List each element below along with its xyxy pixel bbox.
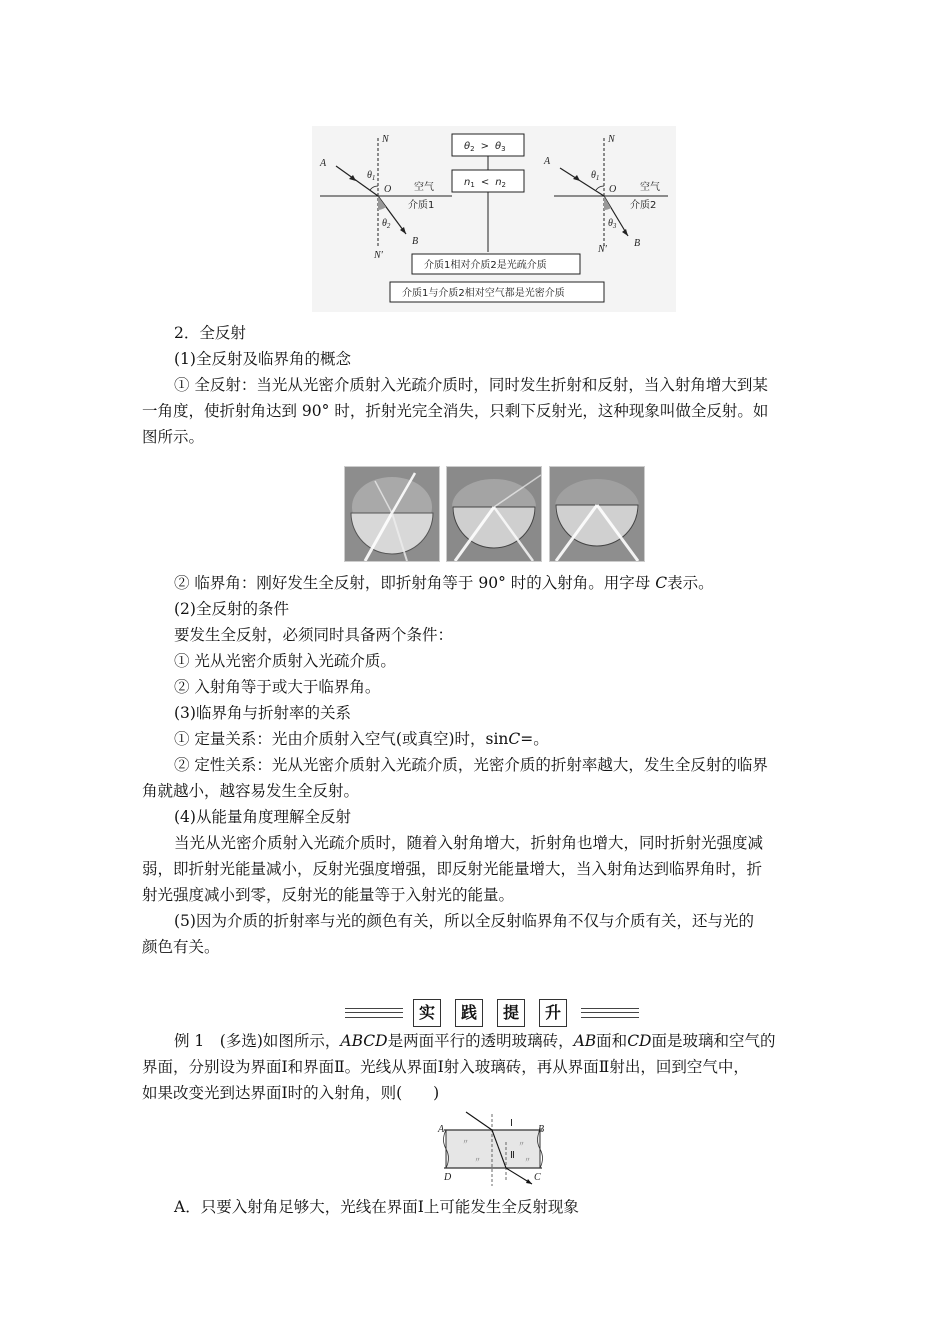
glass-slab-diagram (434, 1110, 552, 1188)
paragraph-line: ② 定性关系：光从光密介质射入光疏介质，光密介质的折射率越大，发生全反射的临界 (174, 756, 768, 774)
medium2-label: 介质2 (630, 200, 657, 211)
air-label: 空气 (414, 182, 434, 193)
paragraph-line: ① 定量关系：光由介质射入空气(或真空)时，sinC=。 (174, 730, 549, 748)
paragraph-line: 角就越小，越容易发生全反射。 (142, 782, 360, 800)
refraction-diagram (312, 126, 676, 312)
point-a-label: A (544, 156, 551, 167)
point-a-label: A (320, 158, 327, 169)
subsection-title: (2)全反射的条件 (174, 600, 289, 618)
paragraph-line: 图所示。 (142, 428, 205, 446)
vertex-c-label: C (534, 1172, 541, 1183)
normal-nprime-label: N′ (598, 244, 607, 255)
paragraph-line: ① 全反射：当光从光密介质射入光疏介质时，同时发生折射和反射，当入射角增大到某 (174, 376, 768, 394)
theta2-label: $\theta_2$ (382, 218, 391, 230)
point-b-label: B (412, 236, 419, 247)
banner-char: 提 (497, 999, 525, 1027)
theta3-label: $\theta_3$ (608, 218, 617, 230)
banner-decoration (581, 1008, 639, 1018)
example-line: 例 1 (多选)如图所示，ABCD是两面平行的透明玻璃砖，AB面和CD面是玻璃和空气的 (174, 1032, 776, 1050)
paragraph-line: 颜色有关。 (142, 938, 220, 956)
air-label: 空气 (640, 182, 660, 193)
option-a: A．只要入射角足够大，光线在界面Ⅰ上可能发生全反射现象 (174, 1198, 579, 1216)
paragraph-line: 要发生全反射，必须同时具备两个条件： (174, 626, 454, 644)
paragraph-line: (5)因为介质的折射率与光的颜色有关，所以全反射临界角不仅与介质有关，还与光的 (174, 912, 754, 930)
paragraph-line: ① 光从光密介质射入光疏介质。 (174, 652, 396, 670)
theta1-label: $\theta_1$ (367, 170, 376, 182)
banner-char: 践 (455, 999, 483, 1027)
svg-text:〃: 〃 (462, 1138, 469, 1146)
medium1-label: 介质1 (408, 200, 435, 211)
paragraph-line: 当光从光密介质射入光疏介质时，随着入射角增大，折射角也增大，同时折射光强度减 (174, 834, 764, 852)
normal-n-label: N (608, 134, 615, 145)
both-dense-box: 介质1与介质2相对空气都是光密介质 (402, 288, 565, 299)
angle-compare-box: $\theta_2 > \theta_3$ (464, 141, 506, 153)
vertex-d-label: D (444, 1172, 452, 1183)
example-line: 如果改变光到达界面Ⅰ时的入射角，则( ) (142, 1084, 440, 1102)
point-o-label: O (609, 184, 617, 195)
relative-medium-box: 介质1相对介质2是光疏介质 (424, 260, 547, 271)
banner-char: 实 (413, 999, 441, 1027)
paragraph-line: 射光强度减小到零，反射光的能量等于入射光的能量。 (142, 886, 515, 904)
index-compare-box: $n_1 < n_2$ (464, 177, 507, 189)
practice-banner (345, 999, 641, 1027)
total-reflection-photo (446, 466, 542, 562)
interface-i-label: Ⅰ (510, 1118, 513, 1129)
svg-text:〃: 〃 (524, 1156, 531, 1164)
banner-decoration (345, 1008, 403, 1018)
example-line: 界面，分别设为界面Ⅰ和界面Ⅱ。光线从界面Ⅰ射入玻璃砖，再从界面Ⅱ射出，回到空气中， (142, 1058, 749, 1076)
vertex-a-label: A (438, 1124, 445, 1135)
svg-text:〃: 〃 (474, 1156, 481, 1164)
normal-n-label: N (382, 134, 389, 145)
paragraph-line: ② 临界角：刚好发生全反射，即折射角等于 90° 时的入射角。用字母 C表示。 (174, 574, 714, 592)
paragraph-line: 弱，即折射光能量减小，反射光强度增强，即反射光能量增大，当入射角达到临界角时，折 (142, 860, 763, 878)
total-reflection-photo (344, 466, 440, 562)
total-reflection-photo (549, 466, 645, 562)
section-title: 2．全反射 (174, 324, 246, 342)
subsection-title: (4)从能量角度理解全反射 (174, 808, 351, 826)
interface-ii-label: Ⅱ (510, 1150, 515, 1161)
point-b-label: B (634, 238, 641, 249)
svg-text:〃: 〃 (518, 1140, 525, 1148)
banner-char: 升 (539, 999, 567, 1027)
vertex-b-label: B (538, 1124, 545, 1135)
point-o-label: O (384, 184, 392, 195)
theta1-label: $\theta_1$ (591, 170, 600, 182)
paragraph-line: 一角度，使折射角达到 90° 时，折射光完全消失，只剩下反射光，这种现象叫做全反射。如 (142, 402, 769, 420)
normal-nprime-label: N′ (374, 250, 383, 261)
subsection-title: (3)临界角与折射率的关系 (174, 704, 351, 722)
paragraph-line: ② 入射角等于或大于临界角。 (174, 678, 381, 696)
subsection-title: (1)全反射及临界角的概念 (174, 350, 351, 368)
